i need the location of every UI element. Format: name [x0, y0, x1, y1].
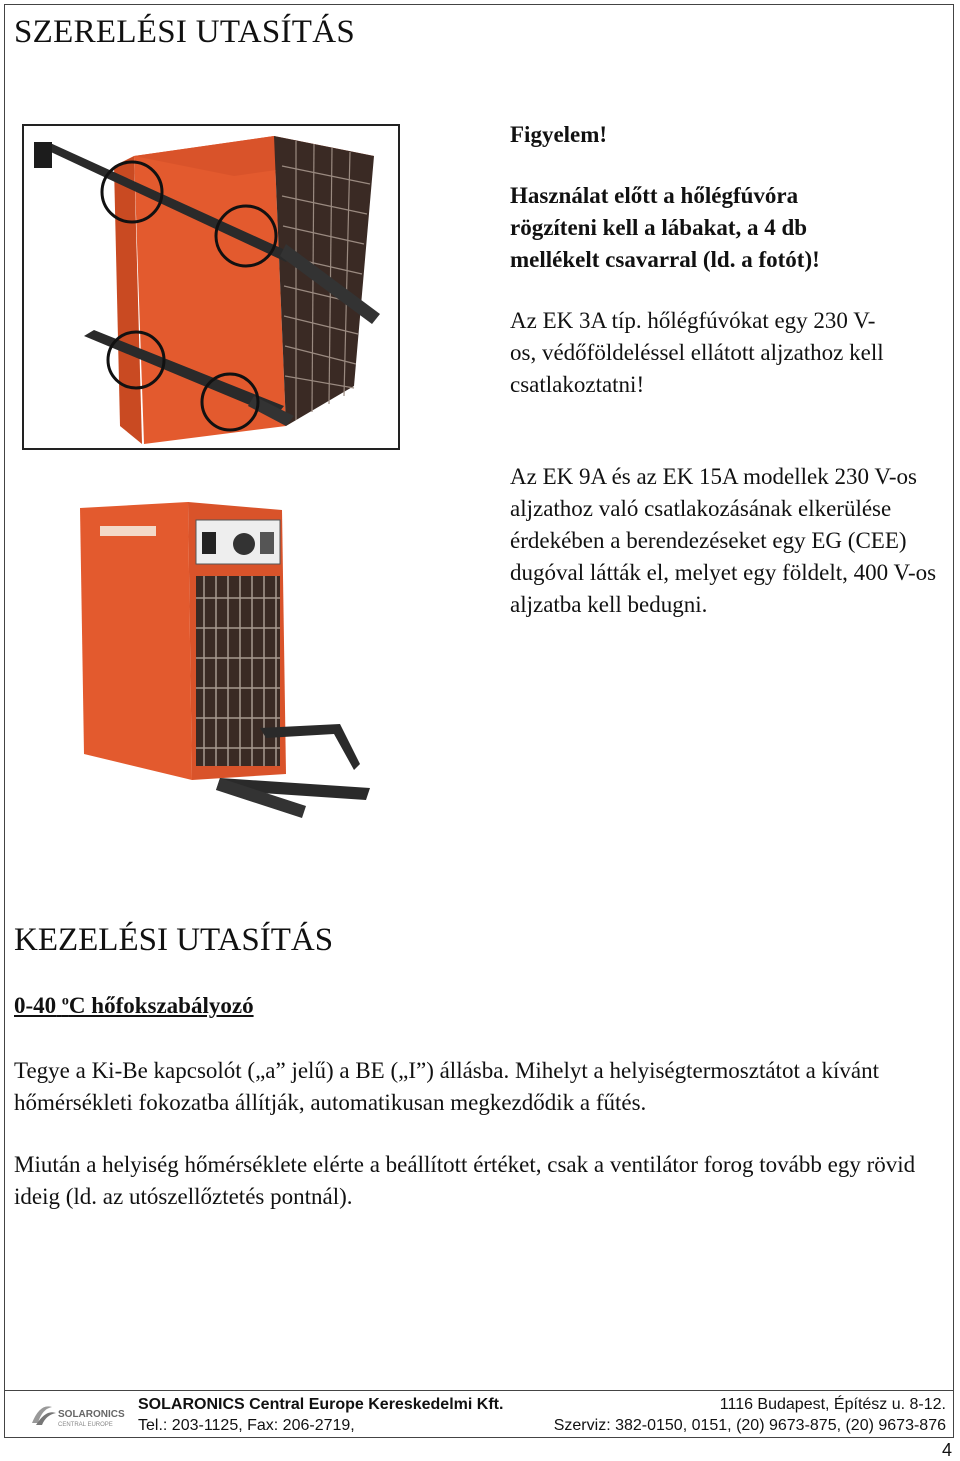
degree-mark: o	[61, 993, 69, 1009]
ek9a-15a-connection-note: Az EK 9A és az EK 15A modellek 230 V-os aljzathoz való csatlakozásának elkerülése érdekében a berendezéseket egy EG (CEE) dugóval látták el, melyet egy földelt, 400 V-os aljzatba kell bedugni.	[510, 464, 937, 617]
thermostat-heading	[14, 993, 254, 1019]
page-number: 4	[941, 1440, 952, 1460]
after-heating-instruction: Miután a helyiség hőmérséklete elérte a beállított értéket, csak a ventilátor forog tovább egy rövid ideig (ld. az utószellőztetés pontnál).	[14, 1152, 916, 1209]
attention-note: Figyelem!	[510, 122, 608, 147]
footer-tel: Tel.: 203-1125, Fax: 206-2719,	[138, 1417, 355, 1434]
operation-title: KEZELÉSI UTASÍTÁS	[14, 922, 334, 958]
thermostat-range: 0-40	[14, 993, 57, 1018]
page-footer	[4, 1390, 954, 1439]
legs-warning-note: Használat előtt a hőlégfúvóra rögzíteni kell a lábakat, a 4 db mellékelt csavarral (ld. a fotót)!	[510, 183, 820, 272]
solaronics-logo	[28, 1399, 128, 1431]
svg-text:CENTRAL EUROPE: CENTRAL EUROPE	[58, 1422, 113, 1428]
footer-address: 1116 Budapest, Építész u. 8-12.	[719, 1396, 946, 1413]
heater-front-photo	[70, 488, 370, 834]
ek3a-connection-note: Az EK 3A típ. hőlégfúvókat egy 230 V-os, védőföldeléssel ellátott aljzathoz kell csatlakoztatni!	[510, 308, 884, 397]
footer-service: Szerviz: 382-0150, 0151, (20) 9673-875, (20) 9673-876	[553, 1417, 946, 1434]
heater-legs-photo	[22, 124, 400, 450]
footer-company: SOLARONICS Central Europe Kereskedelmi Kft.	[138, 1396, 504, 1413]
svg-text:SOLARONICS: SOLARONICS	[58, 1409, 125, 1420]
switch-instruction: Tegye a Ki-Be kapcsolót („a” jelű) a BE („I”) állásba. Mihelyt a helyiségtermosztátot a kívánt hőmérsékleti fokozatba állítják, automatikusan megkezdődik a fűtés.	[14, 1058, 880, 1115]
thermostat-label: C hőfokszabályozó	[68, 993, 254, 1018]
installation-title: SZERELÉSI UTASÍTÁS	[14, 14, 356, 50]
